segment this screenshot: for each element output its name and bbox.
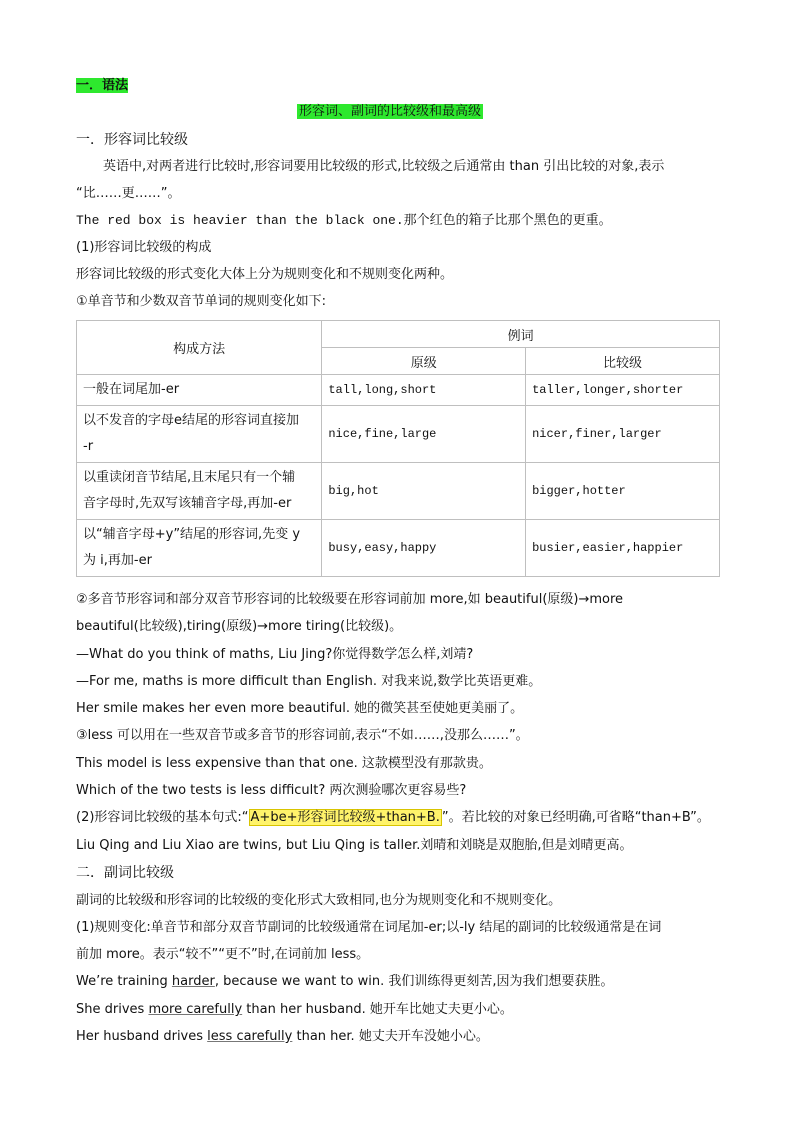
base-cell: big,hot	[322, 463, 526, 520]
twins-example: Liu Qing and Liu Xiao are twins, but Liu Qing is taller.刘晴和刘晓是双胞胎,但是刘晴更高。	[76, 838, 633, 853]
dialog-answer: —For me, maths is more difficult than English. 对我来说,数学比英语更难。	[76, 674, 542, 689]
part1-heading: 一．形容词比较级	[76, 132, 188, 148]
table-row	[77, 520, 720, 577]
method-cell: 以“辅音字母+y”结尾的形容词,先变 y 为 i,再加-er	[77, 520, 322, 577]
method-cell: 一般在词尾加-er	[77, 375, 322, 406]
header-comparative: 比较级	[526, 348, 720, 375]
part2-heading: 二．副词比较级	[76, 865, 174, 881]
sub1-title: (1)形容词比较级的构成	[76, 240, 212, 255]
rule2-line1: ②多音节形容词和部分双音节形容词的比较级要在形容词前加 more,如 beautiful(原级)→more	[76, 592, 624, 607]
header-examples: 例词	[322, 321, 720, 348]
part1-intro-line2: “比……更……”。	[76, 186, 181, 201]
comparative-cell: taller,longer,shorter	[526, 375, 720, 406]
method-cell: 以重读闭音节结尾,且末尾只有一个辅 音字母时,先双写该辅音字母,再加-er	[77, 463, 322, 520]
part2-rule1-line2: 前加 more。表示“较不”“更不”时,在词前加 less。	[76, 947, 370, 962]
rule1-title: ①单音节和少数双音节单词的规则变化如下:	[76, 294, 327, 309]
part2-intro: 副词的比较级和形容词的比较级的变化形式大致相同,也分为规则变化和不规则变化。	[76, 893, 562, 908]
tests-example: Which of the two tests is less difficult? 两次测验哪次更容易些?	[76, 783, 467, 798]
comparative-cell: nicer,finer,larger	[526, 406, 720, 463]
base-cell: nice,fine,large	[322, 406, 526, 463]
comparative-cell: bigger,hotter	[526, 463, 720, 520]
rule2-line2: beautiful(比较级),tiring(原级)→more tiring(比较级)。	[76, 619, 403, 634]
comparative-rules-table	[76, 320, 720, 577]
example-she-drives: She drives more carefully than her husband. 她开车比她丈夫更小心。	[76, 1002, 513, 1017]
section-heading: 一．语法	[76, 78, 129, 93]
sub1-text: 形容词比较级的形式变化大体上分为规则变化和不规则变化两种。	[76, 267, 454, 282]
model-example: This model is less expensive than that one. 这款模型没有那款贵。	[76, 756, 492, 771]
table-row	[77, 406, 720, 463]
example-husband-drives: Her husband drives less carefully than her. 她丈夫开车没她小心。	[76, 1029, 489, 1044]
part1-intro-line1: 英语中,对两者进行比较时,形容词要用比较级的形式,比较级之后通常由 than 引出比较的对象,表示	[103, 159, 665, 174]
example-training: We’re training harder, because we want to win. 我们训练得更刻苦,因为我们想要获胜。	[76, 974, 614, 989]
comparative-cell: busier,easier,happier	[526, 520, 720, 577]
formula-highlight: A+be+形容词比较级+than+B.	[250, 810, 440, 825]
table-row	[77, 463, 720, 520]
part2-rule1-line1: (1)规则变化:单音节和部分双音节副词的比较级通常在词尾加-er;以-ly 结尾的副词的比较级通常是在词	[76, 920, 662, 935]
base-cell: busy,easy,happy	[322, 520, 526, 577]
rule3: ③less 可以用在一些双音节或多音节的形容词前,表示“不如……,没那么……”。	[76, 728, 529, 743]
example-red-box: The red box is heavier than the black one.那个红色的箱子比那个黑色的更重。	[76, 213, 612, 228]
header-base: 原级	[322, 348, 526, 375]
sub2-formula-line: (2)形容词比较级的基本句式:“ A+be+形容词比较级+than+B. ”。若比较的对象已经明确,可省略“than+B”。	[76, 810, 710, 825]
base-cell: tall,long,short	[322, 375, 526, 406]
header-method: 构成方法	[77, 321, 322, 375]
method-cell: 以不发音的字母e结尾的形容词直接加 -r	[77, 406, 322, 463]
smile-example: Her smile makes her even more beautiful. 她的微笑甚至使她更美丽了。	[76, 701, 524, 716]
topic-title: 形容词、副词的比较级和最高级	[299, 104, 482, 119]
dialog-question: —What do you think of maths, Liu Jing?你觉得数学怎么样,刘靖?	[76, 647, 474, 662]
table-row	[77, 375, 720, 406]
